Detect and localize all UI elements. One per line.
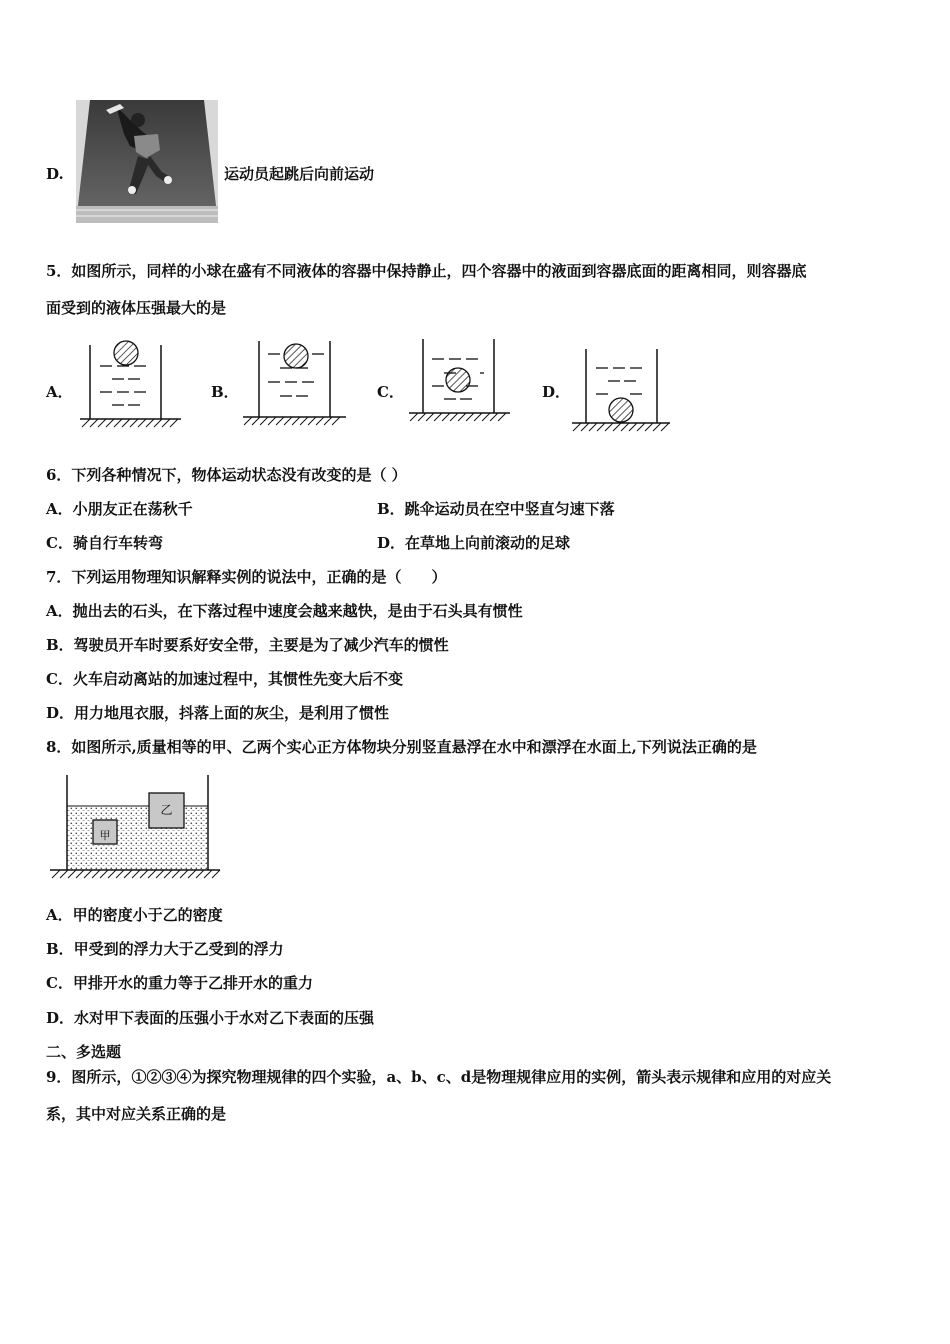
block-jia-label: 甲 <box>99 829 111 842</box>
q7-option-d: D．用力地甩衣服，抖落上面的灰尘，是利用了惯性 <box>46 704 390 722</box>
q5-diagram-d <box>572 349 670 431</box>
q7-option-c: C．火车启动离站的加速过程中，其惯性先变大后不变 <box>46 670 403 688</box>
q5-label-b: B． <box>211 383 239 401</box>
q6-option-b: B．跳伞运动员在空中竖直匀速下落 <box>377 500 615 518</box>
q9-stem-line2: 系，其中对应关系正确的是 <box>46 1105 227 1123</box>
q6-option-c: C．骑自行车转弯 <box>46 534 163 552</box>
q7-option-b: B．驾驶员开车时要系好安全带，主要是为了减少汽车的惯性 <box>46 636 449 654</box>
q5-diagram-b <box>243 341 346 425</box>
q9-stem-line1: 9．图所示，①②③④为探究物理规律的四个实验，a、b、c、d是物理规律应用的实例，箭头表示规律和应用的对应关 <box>46 1068 832 1086</box>
q5-stem-line1: 5．如图所示，同样的小球在盛有不同液体的容器中保持静止，四个容器中的液面到容器底面的距离相同，则容器底 <box>46 262 807 280</box>
q5-container-diagrams <box>0 335 950 435</box>
q4-option-d-label: D. <box>46 165 64 183</box>
q4-option-d-text: 运动员起跳后向前运动 <box>224 165 375 183</box>
q8-option-a: A．甲的密度小于乙的密度 <box>46 906 223 924</box>
block-yi-label: 乙 <box>160 803 173 817</box>
q5-label-d: D． <box>542 383 571 401</box>
q5-label-a: A． <box>46 383 73 401</box>
section-title-multiple-choice: 二、多选题 <box>46 1043 122 1061</box>
q8-option-d: D．水对甲下表面的压强小于水对乙下表面的压强 <box>46 1009 375 1027</box>
q7-stem: 7．下列运用物理知识解释实例的说法中，正确的是（ ） <box>46 568 447 586</box>
q6-option-a: A．小朋友正在荡秋千 <box>46 500 193 518</box>
q8-option-c: C．甲排开水的重力等于乙排开水的重力 <box>46 974 313 992</box>
q8-stem: 8．如图所示,质量相等的甲、乙两个实心正方体物块分别竖直悬浮在水中和漂浮在水面上,下列说法正确的是 <box>46 738 757 756</box>
q5-label-c: C． <box>377 383 404 401</box>
q6-stem: 6．下列各种情况下，物体运动状态没有改变的是（ ） <box>46 466 407 484</box>
q5-diagram-c <box>409 339 510 421</box>
q7-option-a: A．抛出去的石头，在下落过程中速度会越来越快，是由于石头具有惯性 <box>46 602 523 620</box>
q8-water-tank-diagram <box>50 772 225 882</box>
q8-option-b: B．甲受到的浮力大于乙受到的浮力 <box>46 940 284 958</box>
q5-diagram-a <box>80 341 181 427</box>
q5-stem-line2: 面受到的液体压强最大的是 <box>46 299 227 317</box>
q6-option-d: D．在草地上向前滚动的足球 <box>377 534 571 552</box>
athlete-long-jump-photo <box>76 100 218 223</box>
